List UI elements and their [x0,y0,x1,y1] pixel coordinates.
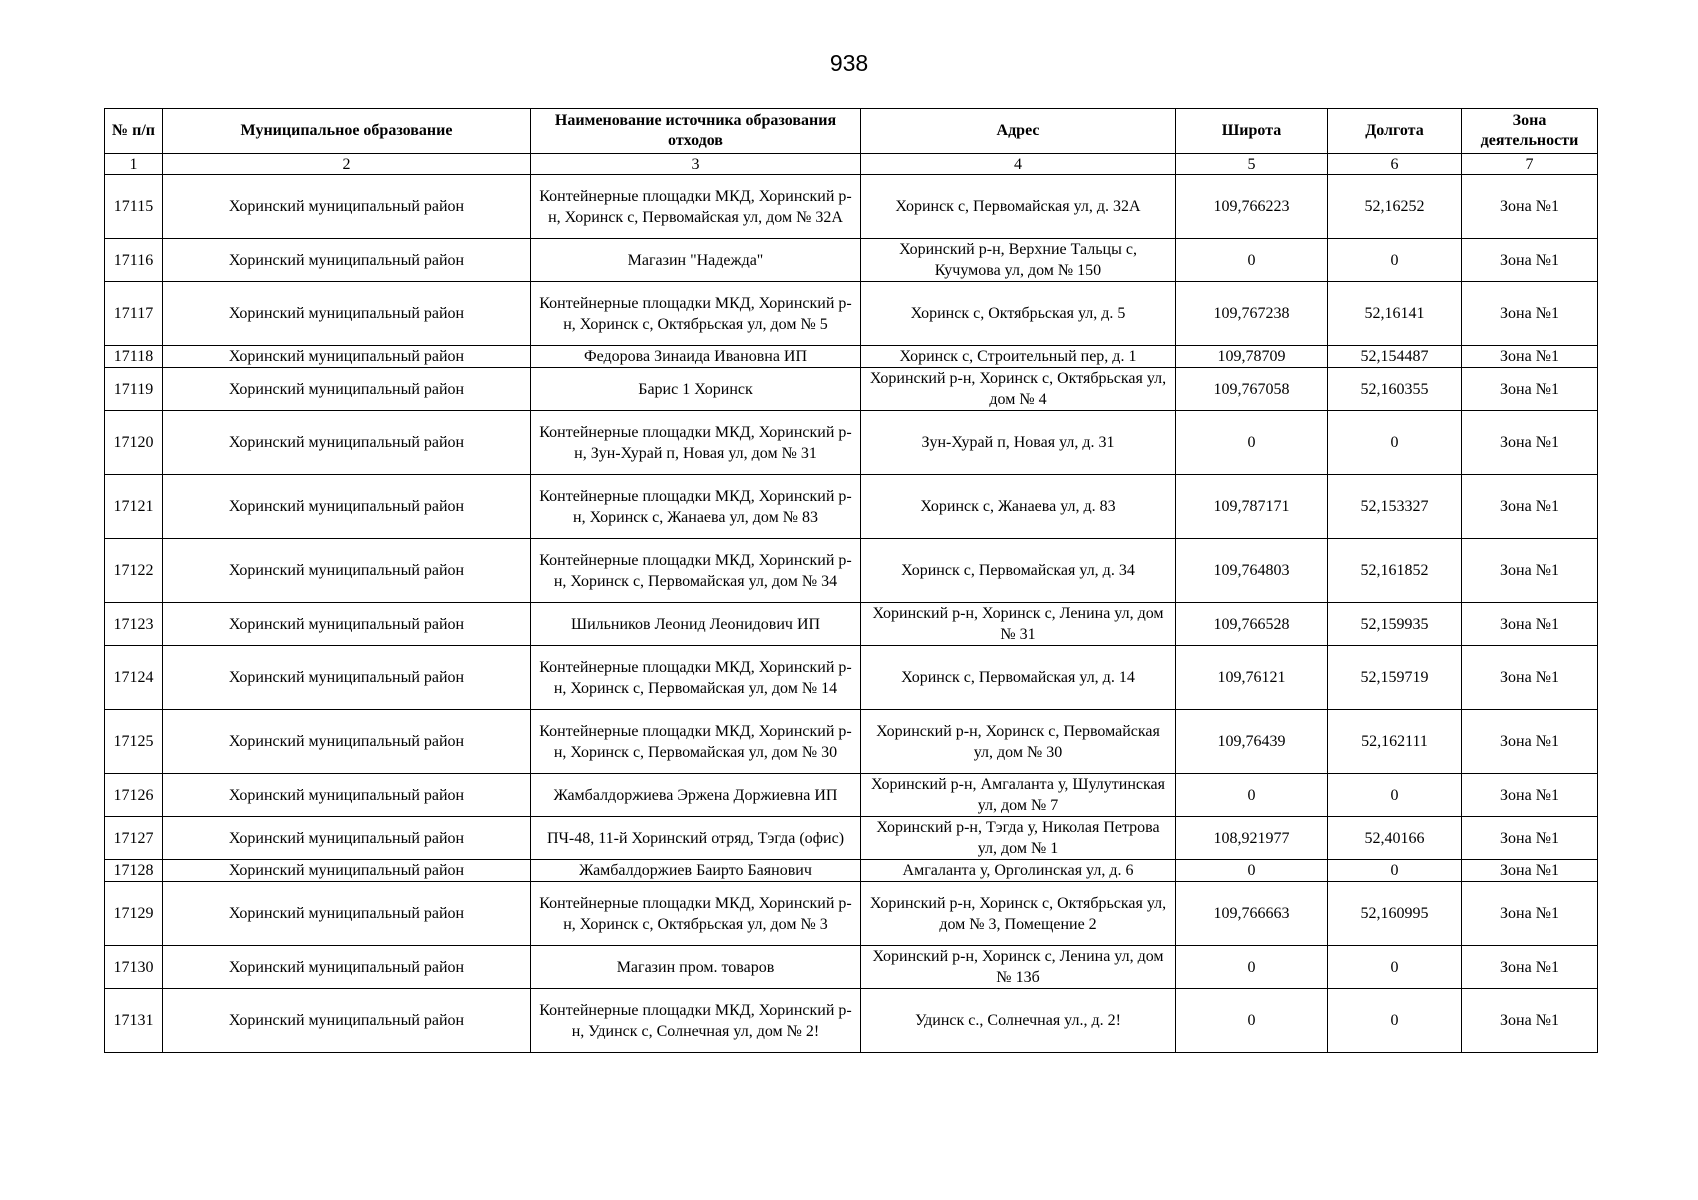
source-name-cell: Контейнерные площадки МКД, Хоринский р-н, Зун-Хурай п, Новая ул, дом № 31 [531,411,861,475]
longitude-cell: 52,160355 [1328,368,1462,411]
table-row [105,860,1598,882]
table-row [105,646,1598,710]
header-cell: Наименование источника образования отходов [531,109,861,154]
table-row [105,882,1598,946]
municipality-cell: Хоринский муниципальный район [163,368,531,411]
source-name-cell: Контейнерные площадки МКД, Хоринский р-н, Хоринск с, Первомайская ул, дом № 30 [531,710,861,774]
header-cell: Адрес [861,109,1176,154]
zone-cell: Зона №1 [1462,646,1598,710]
latitude-cell: 109,76121 [1176,646,1328,710]
row-number-cell: 17117 [105,282,163,346]
latitude-cell: 0 [1176,411,1328,475]
row-number-cell: 17116 [105,239,163,282]
longitude-cell: 0 [1328,411,1462,475]
row-number-cell: 17115 [105,175,163,239]
municipality-cell: Хоринский муниципальный район [163,539,531,603]
row-number-cell: 17130 [105,946,163,989]
zone-cell: Зона №1 [1462,946,1598,989]
table-row [105,175,1598,239]
longitude-cell: 52,160995 [1328,882,1462,946]
zone-cell: Зона №1 [1462,603,1598,646]
longitude-cell: 0 [1328,946,1462,989]
column-number-cell: 2 [163,154,531,175]
row-number-cell: 17129 [105,882,163,946]
table-row [105,368,1598,411]
address-cell: Хоринский р-н, Хоринск с, Ленина ул, дом № 31 [861,603,1176,646]
row-number-cell: 17122 [105,539,163,603]
zone-cell: Зона №1 [1462,175,1598,239]
zone-cell: Зона №1 [1462,282,1598,346]
longitude-cell: 52,159719 [1328,646,1462,710]
source-name-cell: ПЧ-48, 11-й Хоринский отряд, Тэгда (офис) [531,817,861,860]
source-name-cell: Контейнерные площадки МКД, Хоринский р-н, Хоринск с, Первомайская ул, дом № 14 [531,646,861,710]
address-cell: Хоринск с, Первомайская ул, д. 14 [861,646,1176,710]
address-cell: Хоринский р-н, Амгаланта у, Шулутинская ул, дом № 7 [861,774,1176,817]
municipality-cell: Хоринский муниципальный район [163,282,531,346]
header-cell: Долгота [1328,109,1462,154]
zone-cell: Зона №1 [1462,817,1598,860]
longitude-cell: 52,162111 [1328,710,1462,774]
longitude-cell: 52,16141 [1328,282,1462,346]
table-row [105,774,1598,817]
table-header-row [105,109,1598,154]
latitude-cell: 109,766663 [1176,882,1328,946]
latitude-cell: 0 [1176,946,1328,989]
address-cell: Хоринский р-н, Хоринск с, Октябрьская ул, дом № 4 [861,368,1176,411]
zone-cell: Зона №1 [1462,989,1598,1053]
address-cell: Удинск с., Солнечная ул., д. 2! [861,989,1176,1053]
table-row [105,817,1598,860]
table-row [105,346,1598,368]
row-number-cell: 17126 [105,774,163,817]
source-name-cell: Магазин "Надежда" [531,239,861,282]
municipality-cell: Хоринский муниципальный район [163,946,531,989]
latitude-cell: 109,767238 [1176,282,1328,346]
longitude-cell: 52,153327 [1328,475,1462,539]
longitude-cell: 0 [1328,989,1462,1053]
latitude-cell: 109,787171 [1176,475,1328,539]
latitude-cell: 0 [1176,860,1328,882]
municipality-cell: Хоринский муниципальный район [163,475,531,539]
column-number-cell: 4 [861,154,1176,175]
row-number-cell: 17131 [105,989,163,1053]
latitude-cell: 108,921977 [1176,817,1328,860]
municipality-cell: Хоринский муниципальный район [163,710,531,774]
source-name-cell: Контейнерные площадки МКД, Хоринский р-н, Хоринск с, Первомайская ул, дом № 34 [531,539,861,603]
municipality-cell: Хоринский муниципальный район [163,239,531,282]
zone-cell: Зона №1 [1462,710,1598,774]
column-number-cell: 7 [1462,154,1598,175]
address-cell: Хоринск с, Жанаева ул, д. 83 [861,475,1176,539]
municipality-cell: Хоринский муниципальный район [163,882,531,946]
address-cell: Амгаланта у, Орголинская ул, д. 6 [861,860,1176,882]
source-name-cell: Контейнерные площадки МКД, Хоринский р-н, Хоринск с, Первомайская ул, дом № 32А [531,175,861,239]
column-number-row [105,154,1598,175]
table-row [105,946,1598,989]
source-name-cell: Магазин пром. товаров [531,946,861,989]
row-number-cell: 17125 [105,710,163,774]
page-number: 938 [829,50,869,76]
column-number-cell: 6 [1328,154,1462,175]
header-cell: Зона деятельности [1462,109,1598,154]
source-name-cell: Жамбалдоржиев Баирто Баянович [531,860,861,882]
zone-cell: Зона №1 [1462,368,1598,411]
header-cell: № п/п [105,109,163,154]
table-row [105,989,1598,1053]
zone-cell: Зона №1 [1462,239,1598,282]
address-cell: Хоринский р-н, Верхние Тальцы с, Кучумова ул, дом № 150 [861,239,1176,282]
table-row [105,239,1598,282]
row-number-cell: 17118 [105,346,163,368]
zone-cell: Зона №1 [1462,539,1598,603]
row-number-cell: 17119 [105,368,163,411]
latitude-cell: 109,764803 [1176,539,1328,603]
header-cell: Муниципальное образование [163,109,531,154]
row-number-cell: 17120 [105,411,163,475]
table-row [105,710,1598,774]
longitude-cell: 0 [1328,239,1462,282]
row-number-cell: 17124 [105,646,163,710]
address-cell: Зун-Хурай п, Новая ул, д. 31 [861,411,1176,475]
table-row [105,539,1598,603]
longitude-cell: 52,159935 [1328,603,1462,646]
table-row [105,475,1598,539]
latitude-cell: 109,78709 [1176,346,1328,368]
address-cell: Хоринск с, Первомайская ул, д. 32А [861,175,1176,239]
municipality-cell: Хоринский муниципальный район [163,817,531,860]
table-row [105,282,1598,346]
source-name-cell: Шильников Леонид Леонидович ИП [531,603,861,646]
latitude-cell: 109,766528 [1176,603,1328,646]
table-row [105,411,1598,475]
source-name-cell: Контейнерные площадки МКД, Хоринский р-н, Хоринск с, Октябрьская ул, дом № 5 [531,282,861,346]
source-name-cell: Контейнерные площадки МКД, Хоринский р-н, Хоринск с, Жанаева ул, дом № 83 [531,475,861,539]
latitude-cell: 109,767058 [1176,368,1328,411]
zone-cell: Зона №1 [1462,860,1598,882]
column-number-cell: 5 [1176,154,1328,175]
row-number-cell: 17127 [105,817,163,860]
zone-cell: Зона №1 [1462,774,1598,817]
column-number-cell: 1 [105,154,163,175]
longitude-cell: 52,16252 [1328,175,1462,239]
address-cell: Хоринск с, Первомайская ул, д. 34 [861,539,1176,603]
row-number-cell: 17121 [105,475,163,539]
municipality-cell: Хоринский муниципальный район [163,860,531,882]
zone-cell: Зона №1 [1462,882,1598,946]
longitude-cell: 52,154487 [1328,346,1462,368]
source-name-cell: Барис 1 Хоринск [531,368,861,411]
longitude-cell: 52,40166 [1328,817,1462,860]
address-cell: Хоринский р-н, Тэгда у, Николая Петрова ул, дом № 1 [861,817,1176,860]
table-row [105,603,1598,646]
longitude-cell: 0 [1328,774,1462,817]
latitude-cell: 0 [1176,774,1328,817]
waste-sources-table [104,108,1598,1053]
municipality-cell: Хоринский муниципальный район [163,989,531,1053]
row-number-cell: 17123 [105,603,163,646]
address-cell: Хоринский р-н, Хоринск с, Ленина ул, дом № 13б [861,946,1176,989]
municipality-cell: Хоринский муниципальный район [163,774,531,817]
latitude-cell: 0 [1176,239,1328,282]
municipality-cell: Хоринский муниципальный район [163,603,531,646]
municipality-cell: Хоринский муниципальный район [163,411,531,475]
municipality-cell: Хоринский муниципальный район [163,646,531,710]
address-cell: Хоринский р-н, Хоринск с, Октябрьская ул, дом № 3, Помещение 2 [861,882,1176,946]
latitude-cell: 109,76439 [1176,710,1328,774]
zone-cell: Зона №1 [1462,411,1598,475]
address-cell: Хоринск с, Строительный пер, д. 1 [861,346,1176,368]
source-name-cell: Жамбалдоржиева Эржена Доржиевна ИП [531,774,861,817]
column-number-cell: 3 [531,154,861,175]
source-name-cell: Контейнерные площадки МКД, Хоринский р-н, Удинск с, Солнечная ул, дом № 2! [531,989,861,1053]
source-name-cell: Контейнерные площадки МКД, Хоринский р-н, Хоринск с, Октябрьская ул, дом № 3 [531,882,861,946]
zone-cell: Зона №1 [1462,346,1598,368]
municipality-cell: Хоринский муниципальный район [163,175,531,239]
address-cell: Хоринск с, Октябрьская ул, д. 5 [861,282,1176,346]
row-number-cell: 17128 [105,860,163,882]
municipality-cell: Хоринский муниципальный район [163,346,531,368]
source-name-cell: Федорова Зинаида Ивановна ИП [531,346,861,368]
header-cell: Широта [1176,109,1328,154]
latitude-cell: 0 [1176,989,1328,1053]
zone-cell: Зона №1 [1462,475,1598,539]
latitude-cell: 109,766223 [1176,175,1328,239]
longitude-cell: 52,161852 [1328,539,1462,603]
longitude-cell: 0 [1328,860,1462,882]
address-cell: Хоринский р-н, Хоринск с, Первомайская ул, дом № 30 [861,710,1176,774]
